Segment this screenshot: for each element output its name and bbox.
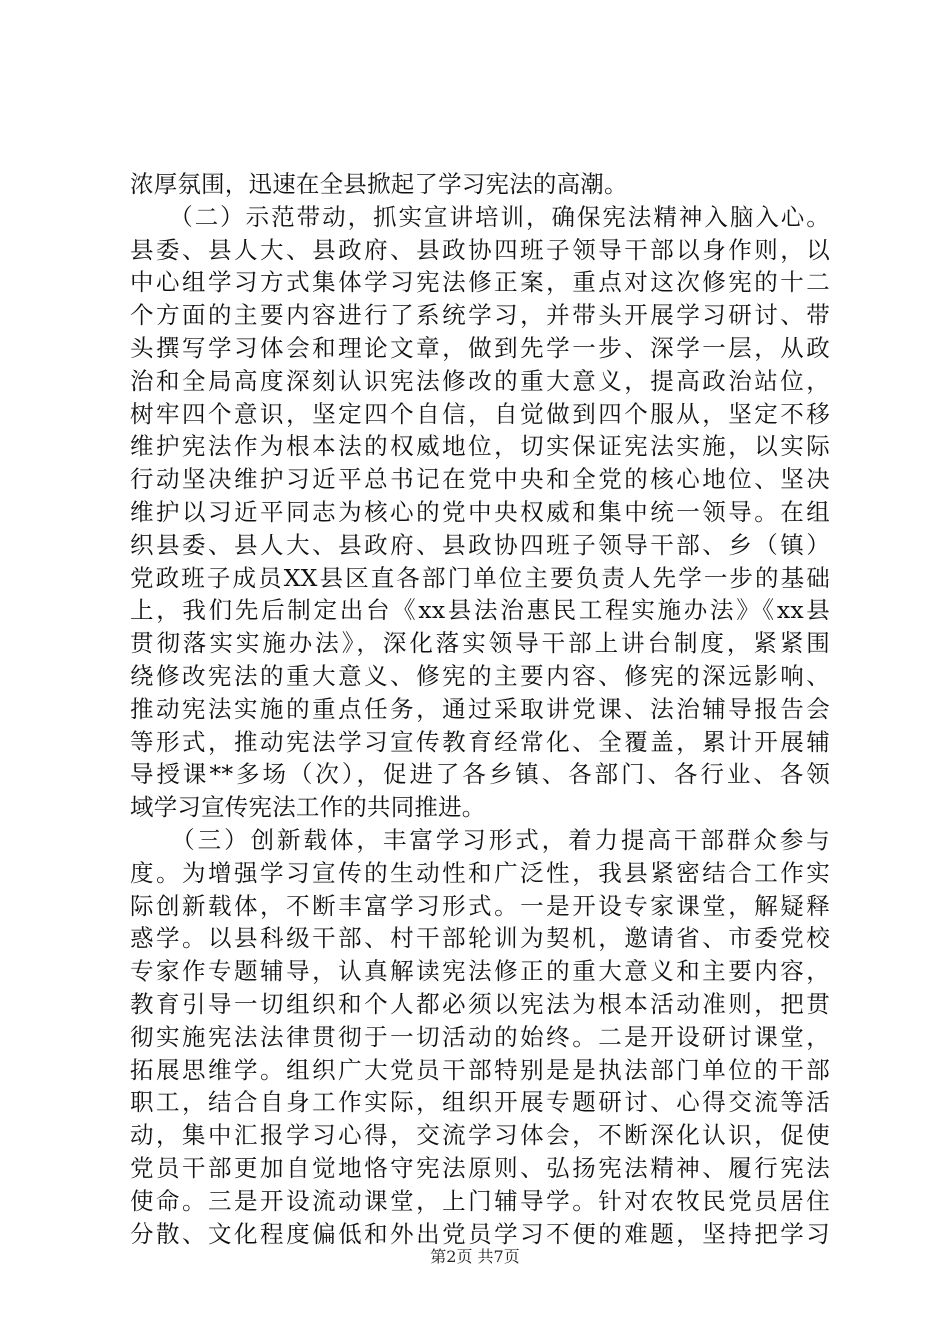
text-line: 党政班子成员XX县区直各部门单位主要负责人先学一步的基础 — [130, 563, 830, 592]
text-line: 分散、文化程度偏低和外出党员学习不便的难题，坚持把学习 — [130, 1219, 830, 1248]
text-line: 推动宪法实施的重点任务，通过采取讲党课、法治辅导报告会 — [130, 694, 830, 723]
text-line: 使命。三是开设流动课堂，上门辅导学。针对农牧民党员居住 — [130, 1186, 830, 1215]
text-line: 头撰写学习体会和理论文章，做到先学一步、深学一层，从政 — [130, 333, 830, 362]
text-line: 行动坚决维护习近平总书记在党中央和全党的核心地位、坚决 — [130, 465, 830, 494]
text-line: 维护宪法作为根本法的权威地位，切实保证宪法实施，以实际 — [130, 432, 830, 461]
page-footer — [0, 1244, 950, 1267]
text-line: 治和全局高度深刻认识宪法修改的重大意义，提高政治站位， — [130, 366, 830, 395]
text-line: 惑学。以县科级干部、村干部轮训为契机，邀请省、市委党校 — [130, 924, 830, 953]
text-line: 贯彻落实实施办法》，深化落实领导干部上讲台制度，紧紧围 — [130, 629, 830, 658]
text-line: 拓展思维学。组织广大党员干部特别是是执法部门单位的干部 — [130, 1055, 830, 1084]
text-line: 浓厚氛围，迅速在全县掀起了学习宪法的高潮。 — [130, 170, 628, 198]
text-line: 度。为增强学习宣传的生动性和广泛性，我县紧密结合工作实 — [130, 858, 830, 887]
text-line: 域学习宣传宪法工作的共同推进。 — [130, 793, 486, 822]
body-text — [130, 168, 830, 1250]
text-line: 际创新载体，不断丰富学习形式。一是开设专家课堂，解疑释 — [130, 891, 830, 920]
text-line: 专家作专题辅导，认真解读宪法修正的重大意义和主要内容， — [130, 957, 830, 986]
text-line: 等形式，推动宪法学习宣传教育经常化、全覆盖，累计开展辅 — [130, 727, 830, 756]
page-number: 第2页 共7页 — [430, 1247, 520, 1266]
text-line: 党员干部更加自觉地恪守宪法原则、弘扬宪法精神、履行宪法 — [130, 1153, 830, 1182]
text-line: 树牢四个意识，坚定四个自信，自觉做到四个服从，坚定不移 — [130, 399, 830, 428]
text-line: 彻实施宪法法律贯彻于一切活动的始终。二是开设研讨课堂， — [130, 1022, 830, 1051]
text-line: 动，集中汇报学习心得，交流学习体会，不断深化认识，促使 — [130, 1121, 830, 1150]
text-line: （三）创新载体，丰富学习形式，着力提高干部群众参与 — [130, 825, 830, 854]
text-line: 个方面的主要内容进行了系统学习，并带头开展学习研讨、带 — [130, 301, 830, 330]
text-line: 上，我们先后制定出台《xx县法治惠民工程实施办法》《xx县 — [130, 596, 830, 625]
text-line: 导授课**多场（次），促进了各乡镇、各部门、各行业、各领 — [130, 760, 830, 789]
text-line: 维护以习近平同志为核心的党中央权威和集中统一领导。在组 — [130, 497, 830, 526]
text-line: 织县委、县人大、县政府、县政协四班子领导干部、乡（镇） — [130, 530, 830, 559]
text-line: 职工，结合自身工作实际，组织开展专题研讨、心得交流等活 — [130, 1088, 830, 1117]
text-line: （二）示范带动，抓实宣讲培训，确保宪法精神入脑入心。 — [130, 202, 830, 231]
text-line: 教育引导一切组织和个人都必须以宪法为根本活动准则，把贯 — [130, 989, 830, 1018]
text-line: 绕修改宪法的重大意义、修宪的主要内容、修宪的深远影响、 — [130, 661, 830, 690]
text-line: 中心组学习方式集体学习宪法修正案，重点对这次修宪的十二 — [130, 268, 830, 297]
text-line: 县委、县人大、县政府、县政协四班子领导干部以身作则，以 — [130, 235, 830, 264]
